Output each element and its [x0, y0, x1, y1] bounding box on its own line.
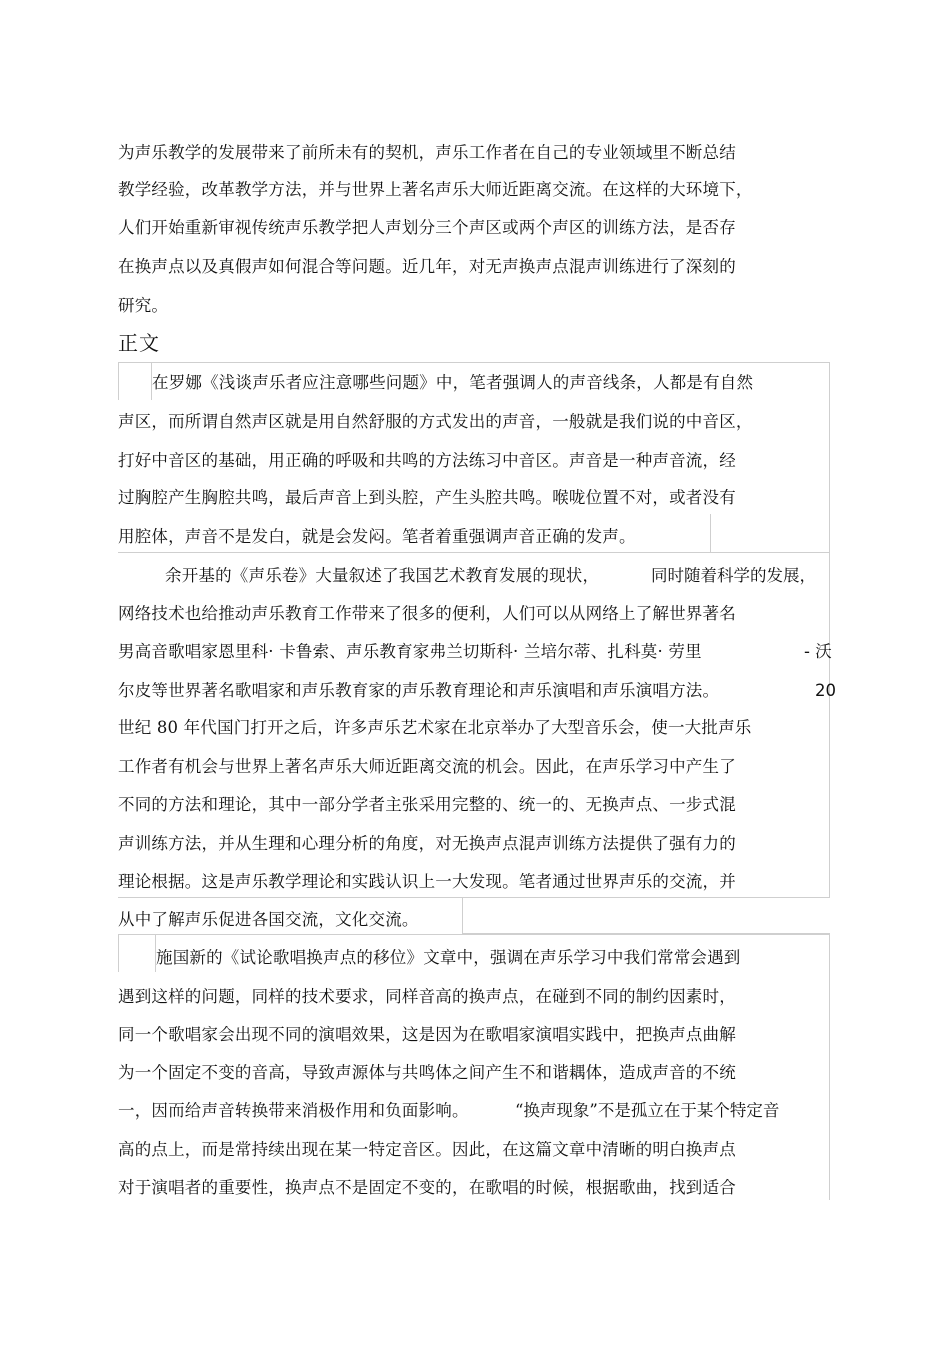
para2-tail-box	[462, 898, 830, 934]
para3-line: 对于演唱者的重要性，换声点不是固定不变的，在歌唱的时候，根据歌曲，找到适合	[118, 1178, 736, 1197]
intro-line: 人们开始重新审视传统声乐教学把人声划分三个声区或两个声区的训练方法，是否存	[118, 218, 736, 237]
para2-line: 余开基的《声乐卷》大量叙述了我国艺术教育发展的现状，	[165, 566, 600, 585]
para3-indent-box	[118, 934, 156, 972]
para2-line: 工作者有机会与世界上著名声乐大师近距离交流的机会。因此，在声乐学习中产生了	[118, 757, 736, 776]
para2-line-tail: 同时随着科学的发展，	[651, 566, 816, 585]
para2-line: 世纪 80 年代国门打开之后，许多声乐艺术家在北京举办了大型音乐会，使一大批声乐	[118, 718, 752, 737]
section-heading: 正文	[118, 331, 160, 355]
para3-line: 同一个歌唱家会出现不同的演唱效果，这是因为在歌唱家演唱实践中，把换声点曲解	[118, 1025, 736, 1044]
para2-line-tail: - 沃	[804, 642, 832, 661]
para3-line: 遇到这样的问题，同样的技术要求，同样音高的换声点，在碰到不同的制约因素时，	[118, 987, 736, 1006]
para1-line: 在罗娜《浅谈声乐者应注意哪些问题》中，笔者强调人的声音线条，人都是有自然	[152, 373, 754, 392]
para2-line: 男高音歌唱家恩里科· 卡鲁索、声乐教育家弗兰切斯科· 兰培尔蒂、扎科莫· 劳里	[118, 642, 702, 661]
para3-line: 为一个固定不变的音高，导致声源体与共鸣体之间产生不和谐耦体，造成声音的不统	[118, 1063, 736, 1082]
para2-corner-box	[710, 514, 830, 552]
para2-line: 理论根据。这是声乐教学理论和实践认识上一大发现。笔者通过世界声乐的交流，并	[118, 872, 736, 891]
para1-line: 用腔体，声音不是发白，就是会发闷。笔者着重强调声音正确的发声。	[118, 527, 636, 546]
para1-line: 过胸腔产生胸腔共鸣，最后声音上到头腔，产生头腔共鸣。喉咙位置不对，或者没有	[118, 488, 736, 507]
para3-line-tail: “换声现象”不是孤立在于某个特定音	[515, 1101, 780, 1120]
para3-line: 一，因而给声音转换带来消极作用和负面影响。	[118, 1101, 469, 1120]
para3-line: 施国新的《试论歌唱换声点的移位》文章中，强调在声乐学习中我们常常会遇到	[156, 948, 741, 967]
para1-line: 打好中音区的基础，用正确的呼吸和共鸣的方法练习中音区。声音是一种声音流，经	[118, 451, 736, 470]
para2-line: 尔皮等世界著名歌唱家和声乐教育家的声乐教育理论和声乐演唱和声乐演唱方法。	[118, 681, 720, 700]
para2-line: 从中了解声乐促进各国交流，文化交流。	[118, 910, 419, 929]
intro-line: 研究。	[118, 296, 169, 315]
para2-line: 网络技术也给推动声乐教育工作带来了很多的便利，人们可以从网络上了解世界著名	[118, 604, 736, 623]
para1-line: 声区，而所谓自然声区就是用自然舒服的方式发出的声音，一般就是我们说的中音区，	[118, 412, 753, 431]
para2-line: 不同的方法和理论，其中一部分学者主张采用完整的、统一的、无换声点、一步式混	[118, 795, 736, 814]
intro-line: 教学经验，改革教学方法，并与世界上著名声乐大师近距离交流。在这样的大环境下，	[118, 180, 753, 199]
intro-line: 在换声点以及真假声如何混合等问题。近几年，对无声换声点混声训练进行了深刻的	[118, 257, 736, 276]
para2-line: 声训练方法，并从生理和心理分析的角度，对无换声点混声训练方法提供了强有力的	[118, 834, 736, 853]
para3-line: 高的点上，而是常持续出现在某一特定音区。因此，在这篇文章中清晰的明白换声点	[118, 1140, 736, 1159]
para1-indent-box	[118, 362, 152, 400]
intro-line: 为声乐教学的发展带来了前所未有的契机，声乐工作者在自己的专业领域里不断总结	[118, 143, 736, 162]
para2-line-tail: 20	[815, 681, 836, 700]
